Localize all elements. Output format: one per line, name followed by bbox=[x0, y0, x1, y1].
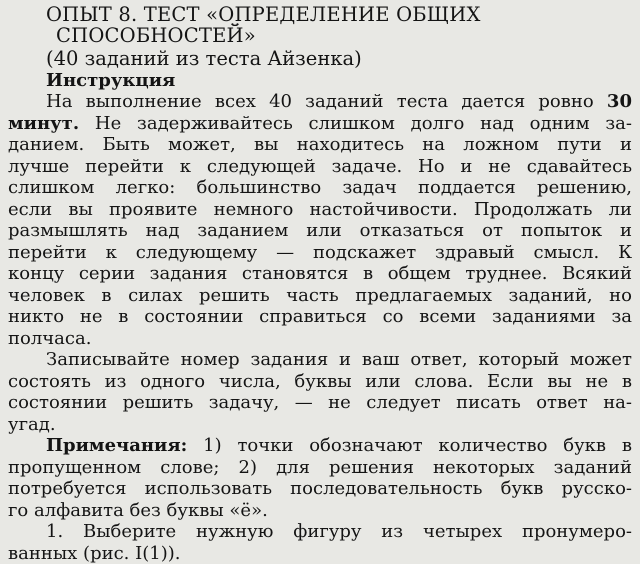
text-span: Не задерживайтесь слишком долго над одним за- bbox=[95, 113, 632, 134]
text-line: слишком легко: большинство задач поддается решению, bbox=[8, 177, 632, 199]
text-line: состоянии решить задачу, — не следует писать ответ на- bbox=[8, 392, 632, 414]
task-1-paragraph bbox=[8, 521, 632, 564]
instruction-heading: Инструкция bbox=[46, 70, 632, 91]
text-line bbox=[8, 91, 632, 113]
text-line: перейти к следующему — подскажет здравый смысл. К bbox=[8, 242, 632, 264]
text-line: го алфавита без буквы «ё». bbox=[8, 500, 632, 522]
text-line: данием. Быть может, вы находитесь на ложном пути и bbox=[8, 134, 632, 156]
bold-time-unit: минут. bbox=[8, 113, 79, 134]
text-line: концу серии задания становятся в общем труднее. Всякий bbox=[8, 263, 632, 285]
text-line: угад. bbox=[8, 414, 632, 436]
text-line: никто не в состоянии справиться со всеми заданиями за bbox=[8, 306, 632, 328]
instruction-paragraph bbox=[8, 91, 632, 349]
text-line: размышлять над заданием или отказаться от попыток и bbox=[8, 220, 632, 242]
text-line: ванных (рис. I(1)). bbox=[8, 543, 632, 564]
text-line: полчаса. bbox=[8, 328, 632, 350]
title-line-1: ОПЫТ 8. ТЕСТ «ОПРЕДЕЛЕНИЕ ОБЩИХ bbox=[46, 4, 632, 25]
bold-time-number: 30 bbox=[607, 91, 632, 112]
text-line bbox=[8, 435, 632, 457]
text-line: лучше перейти к следующей задаче. Но и не сдавайтесь bbox=[8, 156, 632, 178]
text-line bbox=[8, 113, 632, 135]
text-line: Записывайте номер задания и ваш ответ, который может bbox=[8, 349, 632, 371]
text-line: если вы проявите немного настойчивости. Продолжать ли bbox=[8, 199, 632, 221]
text-line: потребуется использовать последовательность букв русско- bbox=[8, 478, 632, 500]
text-span: 1) точки обозначают количество букв в bbox=[203, 435, 632, 456]
text-line: 1. Выберите нужную фигуру из четырех пронумеро- bbox=[8, 521, 632, 543]
text-span: На выполнение всех 40 заданий теста дается ровно bbox=[46, 91, 594, 112]
answer-paragraph bbox=[8, 349, 632, 435]
title-line-2: СПОСОБНОСТЕЙ» bbox=[46, 25, 632, 46]
notes-label: Примечания: bbox=[46, 435, 187, 456]
text-line: пропущенном слове; 2) для решения некоторых заданий bbox=[8, 457, 632, 479]
page-title bbox=[46, 4, 632, 46]
subtitle: (40 заданий из теста Айзенка) bbox=[46, 48, 632, 70]
notes-paragraph bbox=[8, 435, 632, 521]
text-line: состоять из одного числа, буквы или слова. Если вы не в bbox=[8, 371, 632, 393]
text-line: человек в силах решить часть предлагаемых заданий, но bbox=[8, 285, 632, 307]
